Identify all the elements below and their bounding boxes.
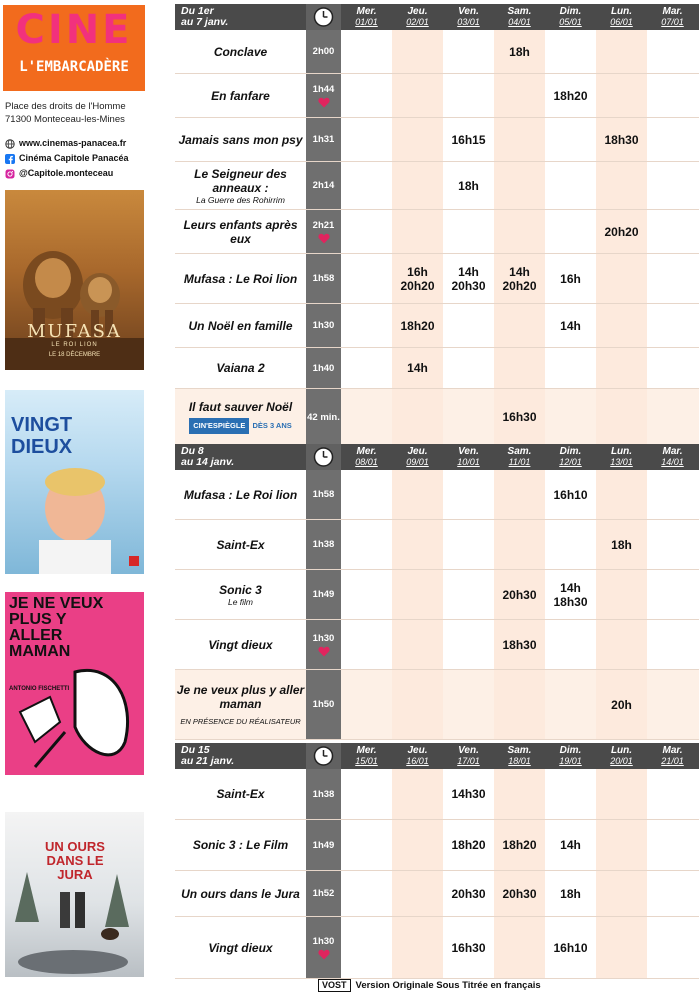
movie-title[interactable]: Mufasa : Le Roi lion bbox=[183, 487, 298, 502]
forest-illustration bbox=[5, 812, 144, 977]
movie-title[interactable]: Sonic 3 Le film bbox=[219, 582, 262, 607]
alt-column-bg bbox=[494, 348, 545, 388]
alt-column-bg bbox=[596, 620, 647, 669]
movie-title[interactable]: Un ours dans le Jura bbox=[181, 886, 300, 901]
alt-column-bg bbox=[392, 520, 443, 569]
vost-text: Version Originale Sous Titrée en français bbox=[355, 980, 541, 991]
alt-column-bg bbox=[596, 304, 647, 347]
showtime[interactable]: 18h30 bbox=[604, 132, 639, 147]
movie-title[interactable]: Conclave bbox=[213, 44, 268, 59]
movie-row[interactable] bbox=[175, 30, 699, 74]
alt-column-bg bbox=[392, 820, 443, 870]
alt-column-bg bbox=[494, 162, 545, 209]
showtime[interactable]: 18h bbox=[509, 44, 530, 59]
movie-title[interactable]: Sonic 3 : Le Film bbox=[192, 838, 289, 852]
showtime[interactable]: 20h20 bbox=[604, 224, 639, 239]
alt-column-bg bbox=[392, 118, 443, 161]
week-block bbox=[175, 444, 699, 740]
movie-duration: 1h49 bbox=[306, 570, 341, 619]
movie-duration: 2h14 bbox=[306, 162, 341, 209]
instagram-link[interactable] bbox=[5, 168, 165, 179]
day-header: Mer. 01/01 bbox=[355, 6, 378, 27]
heart-icon bbox=[318, 97, 330, 108]
day-header: Ven. 10/01 bbox=[457, 446, 480, 467]
day-header: Mar. 07/01 bbox=[661, 6, 684, 27]
heart-icon bbox=[318, 233, 330, 244]
day-header: Mer. 15/01 bbox=[355, 745, 378, 766]
showtime[interactable]: 20h30 bbox=[451, 886, 486, 901]
day-header: Sam. 04/01 bbox=[507, 6, 532, 27]
day-header: Lun. 20/01 bbox=[610, 745, 633, 766]
movie-row[interactable] bbox=[175, 670, 699, 740]
week-header bbox=[175, 743, 699, 769]
mufasa-title: MUFASA bbox=[27, 321, 122, 342]
showtime[interactable]: 16h30 bbox=[451, 940, 486, 955]
vingt-title: VINGT DIEUX bbox=[11, 414, 73, 458]
alt-column-bg bbox=[596, 254, 647, 303]
poster-un-ours-dans-le-jura[interactable] bbox=[5, 812, 144, 977]
week-header bbox=[175, 4, 699, 30]
movie-row[interactable] bbox=[175, 118, 699, 162]
alt-column-bg bbox=[392, 670, 443, 739]
movie-row[interactable] bbox=[175, 254, 699, 304]
day-header: Sam. 11/01 bbox=[507, 446, 532, 467]
clock-icon bbox=[306, 4, 341, 30]
day-header: Ven. 17/01 bbox=[457, 745, 480, 766]
showtime[interactable]: 18h20 bbox=[553, 88, 588, 103]
movie-duration: 42 min. bbox=[306, 389, 341, 445]
showtime[interactable]: 14h 20h20 bbox=[502, 264, 537, 293]
day-header: Jeu. 02/01 bbox=[406, 6, 429, 27]
showtime[interactable]: 20h30 bbox=[502, 886, 537, 901]
movie-title[interactable]: Je ne veux plus y aller maman EN PRÉSENCE DU RÉALISATEUR bbox=[176, 683, 305, 726]
movie-title[interactable]: Le Seigneur des anneaux : La Guerre des Rohirrim bbox=[194, 166, 287, 205]
alt-column-bg bbox=[494, 118, 545, 161]
day-header: Mar. 14/01 bbox=[661, 446, 684, 467]
movie-subtitle: La Guerre des Rohirrim bbox=[196, 194, 285, 205]
movie-title[interactable]: Vaiana 2 bbox=[216, 361, 265, 375]
clock-column-header bbox=[306, 743, 341, 769]
day-header: Dim. 05/01 bbox=[559, 6, 582, 27]
movie-row[interactable] bbox=[175, 210, 699, 254]
alt-column-bg bbox=[596, 162, 647, 209]
logo-line2: L'EMBARCADÈRE bbox=[19, 59, 129, 75]
alt-column-bg bbox=[596, 348, 647, 388]
alt-column-bg bbox=[392, 210, 443, 253]
alt-column-bg bbox=[596, 820, 647, 870]
showtime[interactable]: 14h bbox=[407, 361, 428, 375]
showtime[interactable]: 14h bbox=[560, 838, 581, 852]
showtime[interactable]: 18h bbox=[458, 178, 479, 193]
alt-column-bg bbox=[392, 570, 443, 619]
movie-duration: 1h49 bbox=[306, 820, 341, 870]
movie-note: EN PRÉSENCE DU RÉALISATEUR bbox=[180, 717, 301, 726]
alt-column-bg bbox=[392, 389, 443, 445]
showtime[interactable]: 20h30 bbox=[502, 587, 537, 602]
movie-duration: 1h30 bbox=[306, 304, 341, 347]
day-header: Dim. 19/01 bbox=[559, 745, 582, 766]
movie-row[interactable] bbox=[175, 470, 699, 520]
website-text: www.cinemas-panacea.fr bbox=[19, 138, 127, 148]
week-header bbox=[175, 444, 699, 470]
address-line1: Place des droits de l'Homme bbox=[5, 101, 126, 112]
movie-duration: 2h21 bbox=[306, 210, 341, 253]
clock-icon bbox=[306, 743, 341, 769]
movie-title[interactable]: Un Noël en famille bbox=[188, 318, 293, 333]
movie-title[interactable]: Vingt dieux bbox=[208, 637, 273, 652]
day-header: Mer. 08/01 bbox=[355, 446, 378, 467]
clock-column-header bbox=[306, 444, 341, 470]
movie-title[interactable]: Il faut sauver Noël CIN'ESPIÈGLE DÈS 3 ANS bbox=[175, 389, 306, 445]
alt-column-bg bbox=[494, 470, 545, 519]
movie-row[interactable] bbox=[175, 620, 699, 670]
movie-title[interactable]: En fanfare bbox=[211, 88, 270, 103]
website-link[interactable] bbox=[5, 138, 165, 149]
week-label: Du 8 au 14 janv. bbox=[181, 445, 235, 468]
movie-title[interactable]: Leurs enfants après eux bbox=[183, 217, 298, 246]
movie-duration: 1h58 bbox=[306, 470, 341, 519]
alt-column-bg bbox=[392, 162, 443, 209]
facebook-link[interactable] bbox=[5, 153, 165, 164]
movie-duration: 1h31 bbox=[306, 118, 341, 161]
movie-row[interactable] bbox=[175, 570, 699, 620]
alt-column-bg bbox=[596, 917, 647, 978]
heart-icon bbox=[318, 949, 330, 960]
showtime[interactable]: 14h30 bbox=[451, 787, 486, 801]
alt-column-bg bbox=[392, 470, 443, 519]
movie-title[interactable]: Saint-Ex bbox=[216, 537, 265, 552]
alt-column-bg bbox=[494, 769, 545, 819]
movie-duration: 1h38 bbox=[306, 520, 341, 569]
showtime[interactable]: 18h bbox=[611, 537, 632, 552]
facebook-icon bbox=[5, 154, 15, 164]
alt-column-bg bbox=[596, 470, 647, 519]
alt-column-bg bbox=[392, 871, 443, 916]
logo-line1: CINE bbox=[15, 7, 133, 53]
showtime[interactable]: 16h bbox=[560, 271, 581, 286]
mufasa-date: LE 18 DÉCEMBRE bbox=[48, 352, 101, 358]
alt-column-bg bbox=[596, 570, 647, 619]
day-header: Jeu. 09/01 bbox=[406, 446, 429, 467]
movie-duration: 1h38 bbox=[306, 769, 341, 819]
movie-duration: 1h40 bbox=[306, 348, 341, 388]
alt-column-bg bbox=[596, 769, 647, 819]
day-header: Ven. 03/01 bbox=[457, 6, 480, 27]
showtime[interactable]: 16h15 bbox=[451, 132, 486, 147]
movie-row[interactable] bbox=[175, 389, 699, 446]
alt-column-bg bbox=[494, 917, 545, 978]
jene-actor: ANTONIO FISCHETTI bbox=[9, 686, 70, 692]
showtime[interactable]: 16h10 bbox=[553, 940, 588, 955]
alt-column-bg bbox=[596, 74, 647, 117]
movie-row[interactable] bbox=[175, 871, 699, 917]
movie-title[interactable]: Vingt dieux bbox=[208, 940, 273, 955]
movie-row[interactable] bbox=[175, 769, 699, 820]
instagram-icon bbox=[5, 169, 15, 179]
movie-duration: 1h52 bbox=[306, 871, 341, 916]
showtime[interactable]: 14h 20h30 bbox=[451, 264, 486, 293]
showtime[interactable]: 18h20 bbox=[502, 838, 537, 852]
poster-vingt-dieux[interactable] bbox=[5, 390, 144, 574]
clock-column-header bbox=[306, 4, 341, 30]
movie-duration: 1h50 bbox=[306, 670, 341, 739]
cinema-sidebar bbox=[0, 0, 170, 997]
alt-column-bg bbox=[392, 74, 443, 117]
showtime[interactable]: 18h bbox=[560, 886, 581, 901]
movie-title[interactable]: Mufasa : Le Roi lion bbox=[183, 271, 298, 286]
poster-mufasa[interactable] bbox=[5, 190, 144, 370]
movie-title[interactable]: Jamais sans mon psy bbox=[178, 132, 303, 147]
movie-duration: 2h00 bbox=[306, 30, 341, 73]
day-header: Sam. 18/01 bbox=[507, 745, 532, 766]
cinema-address bbox=[5, 100, 126, 126]
showtime[interactable]: 16h 20h20 bbox=[400, 264, 435, 293]
movie-duration: 1h30 bbox=[306, 620, 341, 669]
facebook-text: Cinéma Capitole Panacéa bbox=[19, 153, 129, 163]
cinespiegle-badge: CIN'ESPIÈGLE DÈS 3 ANS bbox=[189, 418, 292, 434]
alt-column-bg bbox=[392, 917, 443, 978]
week-label: Du 15 au 21 janv. bbox=[181, 744, 235, 767]
alt-column-bg bbox=[494, 210, 545, 253]
day-header: Jeu. 16/01 bbox=[406, 745, 429, 766]
showtime[interactable]: 14h bbox=[560, 318, 581, 333]
movie-row[interactable] bbox=[175, 348, 699, 389]
movie-row[interactable] bbox=[175, 162, 699, 210]
globe-icon bbox=[5, 139, 15, 149]
day-header: Dim. 12/01 bbox=[559, 446, 582, 467]
ours-title: UN OURS DANS LE JURA bbox=[45, 839, 105, 882]
movie-row[interactable] bbox=[175, 74, 699, 118]
movie-row[interactable] bbox=[175, 820, 699, 871]
shoe-illustration bbox=[5, 592, 144, 775]
vost-badge: VOST bbox=[318, 979, 351, 992]
clock-icon bbox=[306, 444, 341, 470]
movie-title[interactable]: Saint-Ex bbox=[216, 787, 265, 801]
week-label: Du 1er au 7 janv. bbox=[181, 5, 229, 28]
movie-row[interactable] bbox=[175, 917, 699, 979]
day-header: Lun. 06/01 bbox=[610, 6, 633, 27]
movie-duration: 1h58 bbox=[306, 254, 341, 303]
instagram-text: @Capitole.monteceau bbox=[19, 168, 114, 178]
showtime[interactable]: 18h20 bbox=[400, 318, 435, 333]
alt-column-bg bbox=[494, 670, 545, 739]
alt-column-bg bbox=[494, 520, 545, 569]
address-line2: 71300 Monteceau-les-Mines bbox=[5, 114, 125, 125]
jene-title: JE NE VEUX PLUS Y ALLER MAMAN bbox=[9, 595, 104, 660]
alt-column-bg bbox=[392, 620, 443, 669]
week-block bbox=[175, 743, 699, 979]
day-header: Lun. 13/01 bbox=[610, 446, 633, 467]
vost-legend bbox=[318, 979, 541, 992]
day-header: Mar. 21/01 bbox=[661, 745, 684, 766]
mufasa-subtitle: LE ROI LION bbox=[51, 342, 98, 348]
movie-duration: 1h44 bbox=[306, 74, 341, 117]
showtime[interactable]: 18h20 bbox=[451, 838, 486, 852]
poster-je-ne-veux-plus[interactable] bbox=[5, 592, 144, 775]
heart-icon bbox=[318, 646, 330, 657]
alt-column-bg bbox=[494, 304, 545, 347]
alt-column-bg bbox=[596, 389, 647, 445]
alt-column-bg bbox=[494, 74, 545, 117]
movie-row[interactable] bbox=[175, 304, 699, 348]
alt-column-bg bbox=[596, 871, 647, 916]
alt-column-bg bbox=[392, 30, 443, 73]
showtime[interactable]: 16h30 bbox=[502, 410, 537, 424]
alt-column-bg bbox=[392, 769, 443, 819]
cinema-logo[interactable] bbox=[3, 5, 145, 91]
showtime[interactable]: 16h10 bbox=[553, 487, 588, 502]
movie-subtitle: Le film bbox=[227, 596, 254, 607]
movie-row[interactable] bbox=[175, 520, 699, 570]
showtime[interactable]: 20h bbox=[611, 697, 632, 712]
alt-column-bg bbox=[596, 30, 647, 73]
showtime[interactable]: 14h 18h30 bbox=[553, 580, 588, 609]
week-block bbox=[175, 4, 699, 446]
movie-duration: 1h30 bbox=[306, 917, 341, 978]
showtime[interactable]: 18h30 bbox=[502, 637, 537, 652]
